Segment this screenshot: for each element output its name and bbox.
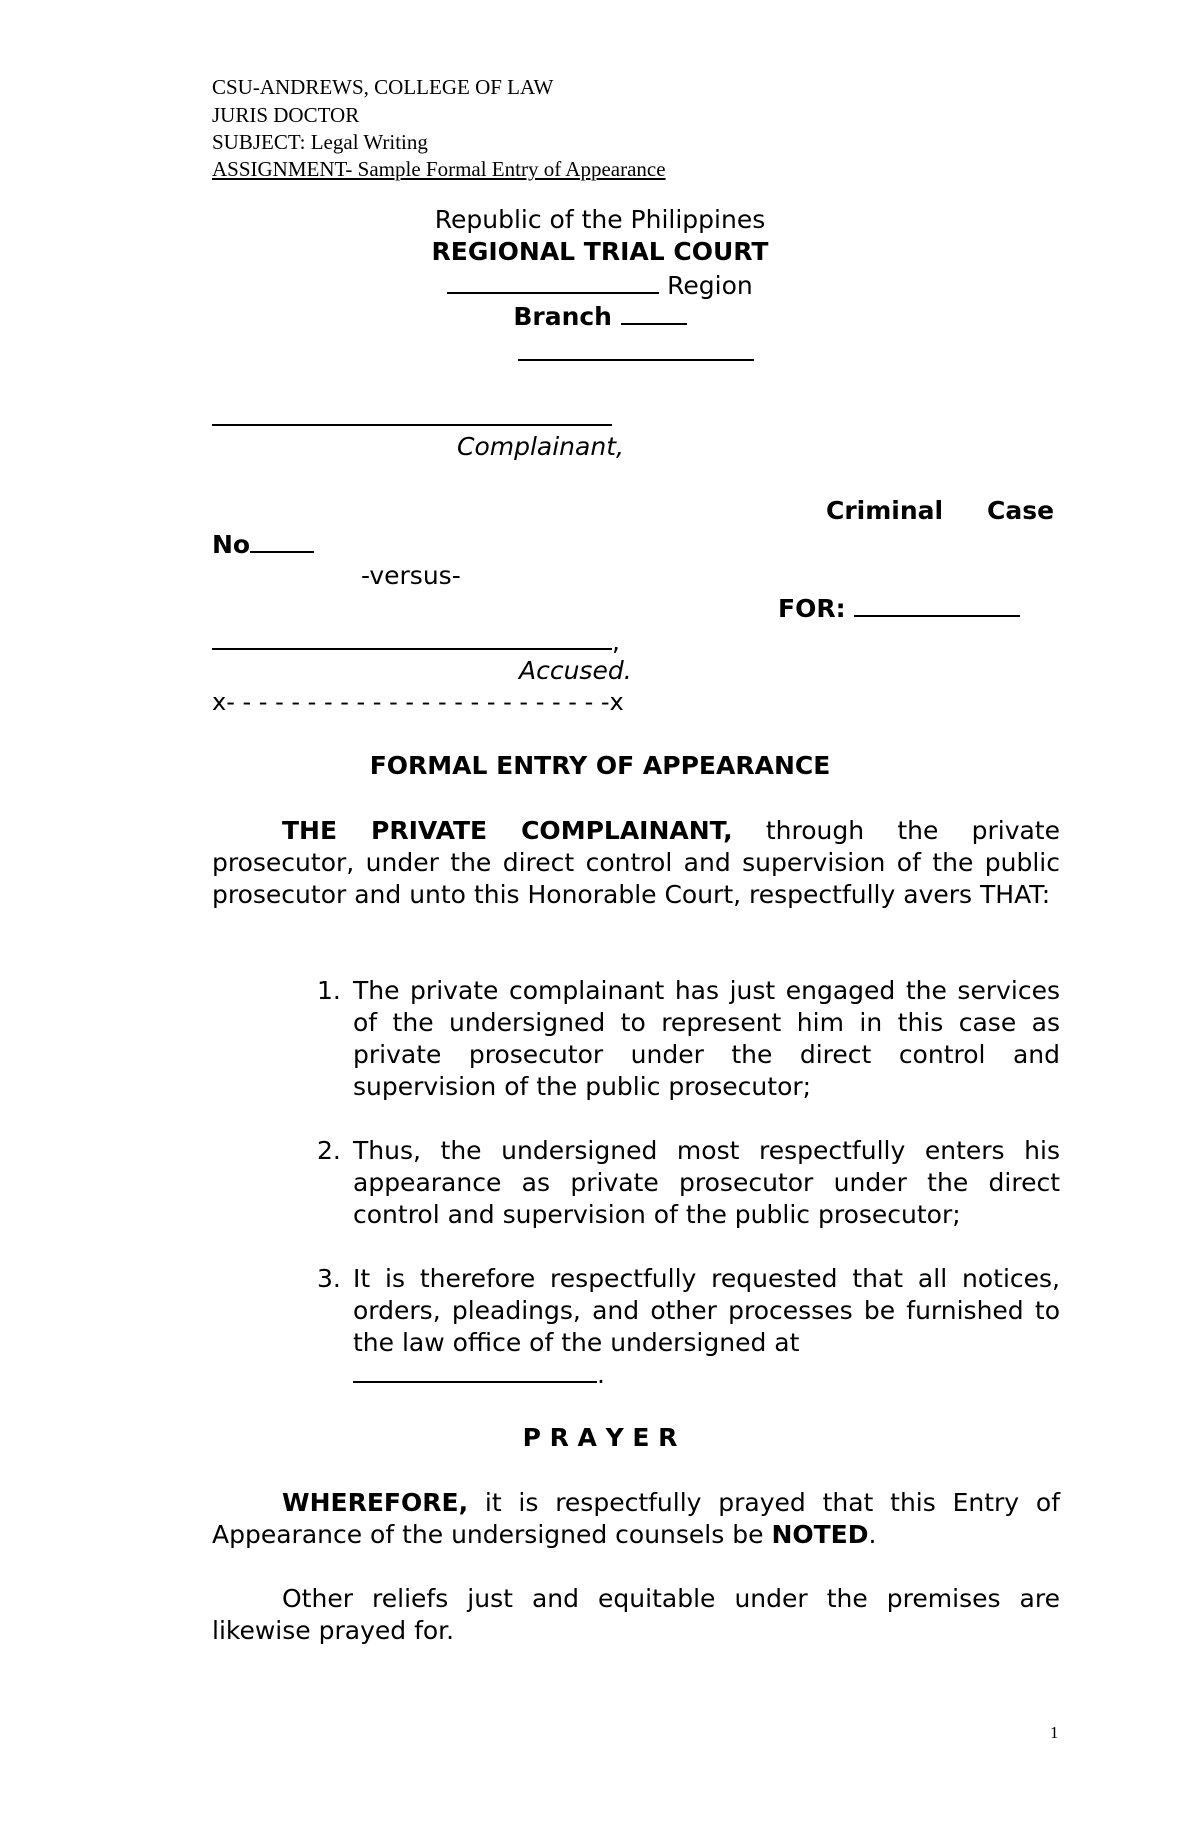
prayer-end: .	[868, 1520, 877, 1549]
offense-blank	[854, 593, 1020, 617]
for-line	[778, 593, 1020, 623]
branch-blank	[621, 301, 687, 325]
city-blank	[518, 359, 754, 361]
versus-label: -versus-	[361, 561, 461, 590]
branch-label: Branch	[513, 302, 621, 331]
for-label: FOR:	[778, 594, 855, 623]
complainant-label: Complainant,	[457, 432, 624, 461]
case-no-line	[212, 529, 314, 559]
prayer-heading-text: P R A Y E R	[522, 1423, 678, 1452]
caption-separator: x- - - - - - - - - - - - - - - - - - - - - - - -x	[212, 688, 624, 716]
school-name: CSU-ANDREWS, COLLEGE OF LAW	[212, 75, 554, 99]
subject-value: Legal Writing	[305, 130, 428, 154]
document-title	[0, 751, 1200, 780]
case-no-label: No	[212, 530, 251, 559]
item-2-text: Thus, the undersigned most respectfully enters his appearance as private prosecutor under the direct control and supervision of the public prosecutor;	[353, 1136, 1060, 1229]
subject-label: SUBJECT:	[212, 130, 306, 154]
region-line	[0, 270, 1200, 300]
accused-comma: ,	[612, 627, 620, 656]
prayer-text: it is respectfully prayed that this Entry of Appearance of the undersigned counsels be	[212, 1488, 1060, 1549]
program-name: JURIS DOCTOR	[212, 103, 360, 127]
case-no-blank	[250, 529, 314, 553]
document-title-text: FORMAL ENTRY OF APPEARANCE	[369, 751, 831, 780]
accused-name-blank	[212, 626, 612, 650]
court-name	[0, 237, 1200, 266]
item-1-number: 1.	[317, 976, 341, 1005]
item-3-number: 3.	[317, 1264, 341, 1293]
item-1-text: The private complainant has just engaged the services of the undersigned to represent him in this case as private prosecutor under the direct control and supervision of the public prosecutor;	[353, 976, 1060, 1101]
intro-text: through the private prosecutor, under the direct control and supervision of the public prosecutor and unto this Honorable Court, respectfully avers THAT:	[212, 816, 1060, 909]
item-3-text	[353, 1263, 1060, 1359]
item-3-body: It is therefore respectfully requested that all notices, orders, pleadings, and other processes be furnished to the law office of the undersigned at	[353, 1264, 1060, 1357]
region-label: Region	[659, 271, 753, 300]
accused-name-line	[212, 626, 620, 656]
item-3-end: .	[597, 1360, 605, 1389]
case-word: Case	[987, 496, 1055, 525]
prayer-noted: NOTED	[771, 1520, 869, 1549]
law-office-address-line	[353, 1359, 605, 1389]
complainant-name-blank	[212, 424, 612, 426]
assignment-line: ASSIGNMENT- Sample Formal Entry of Appearance	[212, 157, 666, 181]
court-name-text: REGIONAL TRIAL COURT	[431, 237, 769, 266]
republic-line: Republic of the Philippines	[434, 205, 766, 234]
law-office-address-blank	[353, 1359, 597, 1383]
prayer-lead: WHEREFORE,	[282, 1488, 469, 1517]
page-number: 1	[1050, 1723, 1059, 1742]
subject-line	[212, 128, 428, 156]
region-blank	[447, 270, 659, 294]
criminal-word: Criminal	[826, 496, 944, 525]
item-2-number: 2.	[317, 1136, 341, 1165]
prayer-paragraph-2: Other reliefs just and equitable under the premises are likewise prayed for.	[212, 1584, 1060, 1645]
accused-label: Accused.	[519, 656, 632, 685]
prayer-paragraph-1	[212, 1487, 1060, 1551]
intro-paragraph	[212, 815, 1060, 911]
branch-line	[0, 301, 1200, 331]
intro-lead: THE PRIVATE COMPLAINANT,	[282, 816, 733, 845]
prayer-heading	[0, 1423, 1200, 1452]
